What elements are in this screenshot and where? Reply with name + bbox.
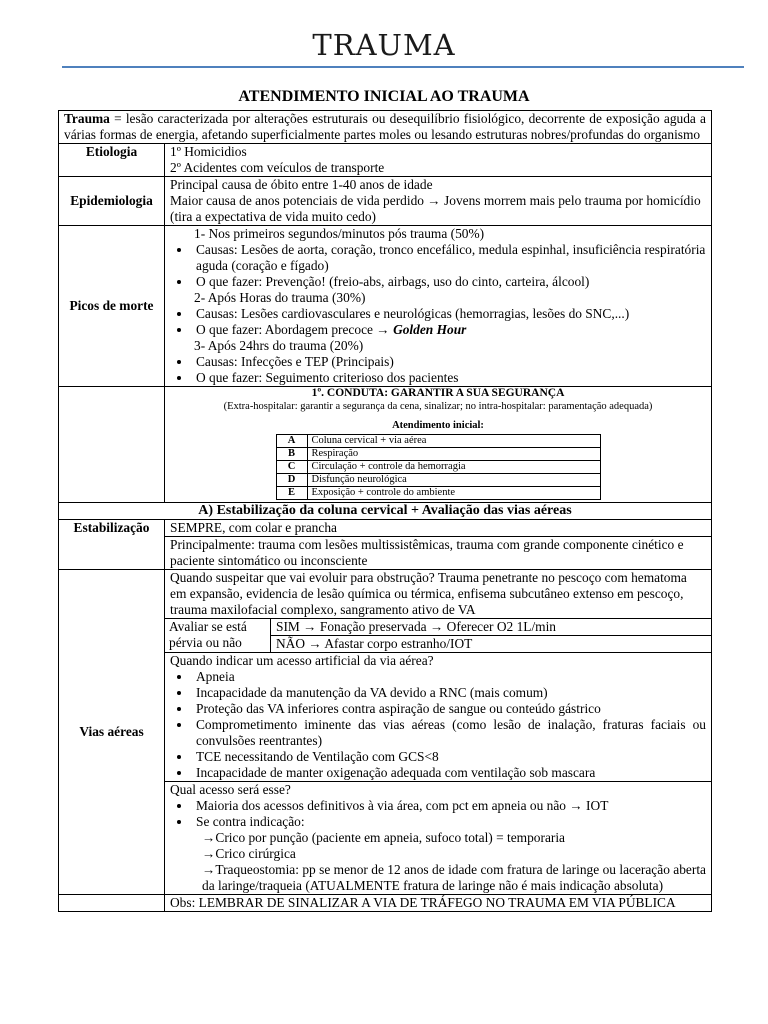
- etiologia-line: 1º Homicidios: [170, 144, 247, 159]
- conduta-empty-cell: [59, 387, 165, 503]
- vias-row-1: [59, 570, 712, 619]
- abcde-row: [276, 487, 600, 500]
- document-title: TRAUMA: [312, 28, 456, 62]
- indicar-item: • Proteção das VA inferiores contra aspiração de sangue ou conteúdo gástrico: [192, 701, 706, 717]
- picos-label: Picos de morte: [59, 226, 165, 387]
- abcde-letter: E: [276, 487, 307, 500]
- epidemiologia-label: Epidemiologia: [59, 177, 165, 226]
- title-divider: [62, 66, 744, 68]
- pico-1-list: [170, 242, 706, 290]
- epidemiologia-content: [165, 177, 712, 226]
- avaliar-row: [165, 619, 711, 636]
- pico-3-causas: • Causas: Infecções e TEP (Principais): [192, 354, 706, 370]
- abcde-letter: C: [276, 461, 307, 474]
- conduta-title: 1º. CONDUTA: GARANTIR A SUA SEGURANÇA: [311, 387, 565, 399]
- vias-avaliar-cell: [165, 619, 712, 653]
- abcde-row: [276, 435, 600, 448]
- avaliar-sim: SIM → Fonação preservada → Oferecer O2 1L/min: [271, 619, 712, 636]
- etiologia-content: [165, 144, 712, 177]
- section-a-row: [59, 503, 712, 520]
- pico-2-list: [170, 306, 706, 338]
- abcde-row: [276, 474, 600, 487]
- avaliar-label: Avaliar se está pérvia ou não: [165, 619, 271, 652]
- avaliar-table: [165, 619, 711, 652]
- indicar-list: [170, 669, 706, 781]
- etiologia-line: 2º Acidentes com veículos de transporte: [170, 160, 385, 175]
- golden-hour: Golden Hour: [393, 322, 467, 337]
- abcde-desc: Disfunção neurológica: [307, 474, 600, 487]
- section-heading: ATENDIMENTO INICIAL AO TRAUMA: [238, 88, 530, 105]
- conduta-note: (Extra-hospitalar: garantir a segurança da cena, sinalizar; no intra-hospitalar: paramentação adequada): [223, 401, 653, 412]
- pico-3-heading: 3- Após 24hrs do trauma (20%): [194, 338, 364, 353]
- definition-row: [59, 111, 712, 144]
- estabilizacao-label: Estabilização: [59, 520, 165, 570]
- estabilizacao-line-2: Principalmente: trauma com lesões multissistêmicas, trauma com grande componente cinético e paciente sintomático ou inconsciente: [165, 537, 712, 570]
- pico-3-list: [170, 354, 706, 386]
- crico-cirurgica: →Crico cirúrgica: [202, 846, 296, 861]
- estabilizacao-row-1: [59, 520, 712, 537]
- obs-row: [59, 895, 712, 912]
- pico-1-causas: • Causas: Lesões de aorta, coração, tronco encefálico, medula espinhal, insuficiência respiratória aguda (coração e fígado): [192, 242, 706, 274]
- abcde-desc: Coluna cervical + via aérea: [307, 435, 600, 448]
- trauma-table: [58, 110, 712, 912]
- estabilizacao-line-1: SEMPRE, com colar e prancha: [165, 520, 712, 537]
- abcde-letter: A: [276, 435, 307, 448]
- epidemiologia-line: Principal causa de óbito entre 1-40 anos de idade: [170, 177, 433, 192]
- abcde-desc: Circulação + controle da hemorragia: [307, 461, 600, 474]
- pico-3-fazer: • O que fazer: Seguimento criterioso dos pacientes: [192, 370, 706, 386]
- obs-empty-cell: [59, 895, 165, 912]
- acesso-title: Qual acesso será esse?: [170, 782, 291, 797]
- picos-row: [59, 226, 712, 387]
- vias-acesso-cell: [165, 782, 712, 895]
- abcde-desc: Exposição + controle do ambiente: [307, 487, 600, 500]
- pico-1-fazer: • O que fazer: Prevenção! (freio-abs, airbags, uso do cinto, carteira, álcool): [192, 274, 706, 290]
- obs-text: Obs: LEMBRAR DE SINALIZAR A VIA DE TRÁFEGO NO TRAUMA EM VIA PÚBLICA: [165, 895, 712, 912]
- indicar-item: • Apneia: [192, 669, 706, 685]
- picos-content: [165, 226, 712, 387]
- vias-suspeitar: Quando suspeitar que vai evoluir para obstrução? Trauma penetrante no pescoço com hematoma em expansão, evidencia de lesão química ou térmica, enfisema subcutâneo extenso em pescoço, trauma maxilofacial complexo, sangramento ativo de VA: [165, 570, 712, 619]
- abcde-row: [276, 448, 600, 461]
- abcde-letter: B: [276, 448, 307, 461]
- crico-puncao: →Crico por punção (paciente em apneia, sufoco total) = temporaria: [202, 830, 566, 845]
- pico-2-fazer: [192, 322, 706, 338]
- pico-2-causas: • Causas: Lesões cardiovasculares e neurológicas (hemorragias, lesões do SNC,...): [192, 306, 706, 322]
- definition-term: Trauma: [64, 111, 110, 126]
- trauma-definition: [59, 111, 712, 144]
- indicar-item: • Incapacidade da manutenção da VA devido a RNC (mais comum): [192, 685, 706, 701]
- acesso-list: [170, 798, 706, 830]
- avaliar-nao: NÃO → Afastar corpo estranho/IOT: [276, 636, 473, 651]
- abcde-row: [276, 461, 600, 474]
- etiologia-label: Etiologia: [59, 144, 165, 177]
- vias-indicar-cell: [165, 653, 712, 782]
- indicar-item: • TCE necessitando de Ventilação com GCS<8: [192, 749, 706, 765]
- pico-2-heading: 2- Após Horas do trauma (30%): [194, 290, 366, 305]
- abcde-table: [276, 434, 601, 500]
- acesso-item: • Maioria dos acessos definitivos à via área, com pct em apneia ou não → IOT: [192, 798, 706, 814]
- indicar-item: • Comprometimento iminente das vias aéreas (como lesão de inalação, fraturas faciais ou convulsões reentrantes): [192, 717, 706, 749]
- epidemiologia-line: Maior causa de anos potenciais de vida perdido → Jovens morrem mais pelo trauma por homicídio (tira a expectativa de vida muito cedo): [170, 193, 701, 224]
- definition-text: = lesão caracterizada por alterações estruturais ou desequilíbrio fisiológico, decorrente de exposição aguda a várias formas de energia, afetando superficialmente partes moles ou lesando estruturas nobres/profundas do organismo: [64, 111, 706, 142]
- indicar-title: Quando indicar um acesso artificial da via aérea?: [170, 653, 434, 668]
- abcde-desc: Respiração: [307, 448, 600, 461]
- vias-label: Vias aéreas: [59, 570, 165, 895]
- acesso-item: • Se contra indicação:: [192, 814, 706, 830]
- conduta-content: [165, 387, 712, 503]
- abcde-letter: D: [276, 474, 307, 487]
- abc-title: Atendimento inicial:: [392, 420, 484, 431]
- indicar-item: • Incapacidade de manter oxigenação adequada com ventilação sob mascara: [192, 765, 706, 781]
- epidemiologia-row: [59, 177, 712, 226]
- conduta-row: [59, 387, 712, 503]
- pico-1-heading: 1- Nos primeiros segundos/minutos pós trauma (50%): [194, 226, 485, 241]
- traqueostomia: →Traqueostomia: pp se menor de 12 anos de idade com fratura de laringe ou laceração aberta da laringe/traqueia (ATUALMENTE fratura de laringe não é mais indicação absoluta): [202, 862, 706, 893]
- etiologia-row: [59, 144, 712, 177]
- pico-2-fazer-text: O que fazer: Abordagem precoce →: [196, 322, 394, 337]
- section-a-heading: A) Estabilização da coluna cervical + Avaliação das vias aéreas: [59, 503, 712, 520]
